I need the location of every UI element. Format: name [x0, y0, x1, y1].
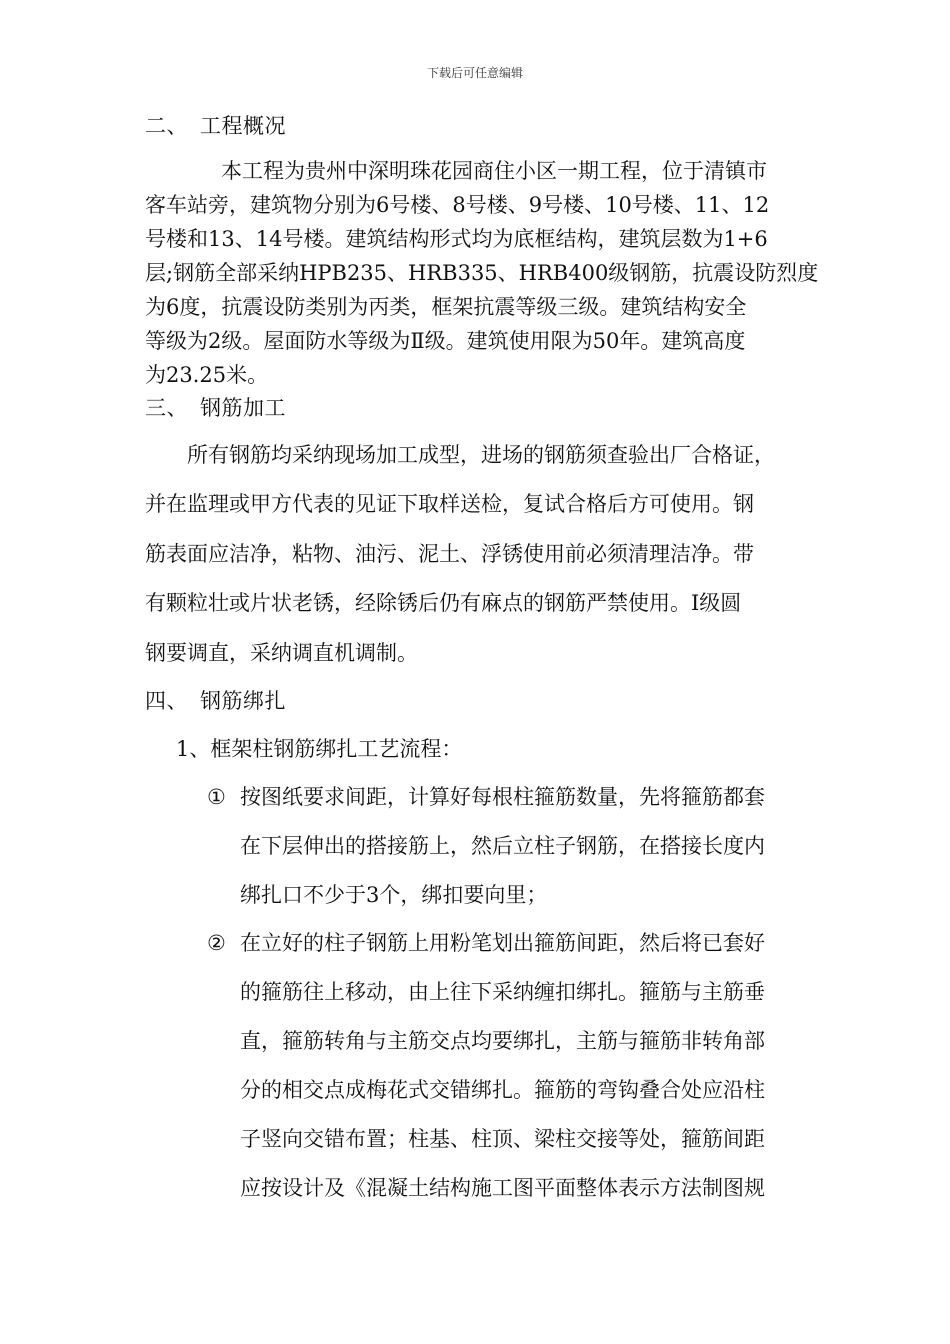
- list-item-line: 在立好的柱子钢筋上用粉笔划出箍筋间距，然后将已套好: [240, 931, 765, 955]
- list-item-line: 在下层伸出的搭接筋上，然后立柱子钢筋，在搭接长度内: [240, 834, 765, 858]
- list-item-line: 直，箍筋转角与主筋交点均要绑扎，主筋与箍筋非转角部: [240, 1029, 765, 1053]
- list-item-line: 子竖向交错布置；柱基、柱顶、梁柱交接等处，箍筋间距: [240, 1127, 765, 1151]
- paragraph-line: 有颗粒壮或片状老锈，经除锈后仍有麻点的钢筋严禁使用。Ⅰ级圆: [145, 591, 742, 615]
- paragraph-line: 筋表面应洁净，粘物、油污、泥土、浮锈使用前必须清理洁净。带: [145, 542, 754, 566]
- section-heading-title: 钢筋加工: [200, 396, 286, 420]
- list-item-line: 应按设计及《混凝土结构施工图平面整体表示方法制图规: [240, 1176, 765, 1200]
- paragraph-line: 钢要调直，采纳调直机调制。: [145, 641, 418, 665]
- section-heading-title: 钢筋绑扎: [200, 689, 286, 713]
- subheading: 1、框架柱钢筋绑扎工艺流程：: [176, 737, 463, 761]
- paragraph-line: 层;钢筋全部采纳HPB235、HRB335、HRB400级钢筋，抗震设防烈度: [145, 261, 819, 285]
- list-item-marker: ①: [207, 785, 226, 809]
- list-item-line: 分的相交点成梅花式交错绑扎。箍筋的弯钩叠合处应沿柱: [240, 1078, 765, 1102]
- section-heading-number: 四、: [145, 689, 188, 713]
- section-heading-number: 三、: [145, 396, 188, 420]
- paragraph-line: 等级为2级。屋面防水等级为Ⅱ级。建筑使用限为50年。建筑高度: [145, 329, 746, 353]
- paragraph-line: 并在监理或甲方代表的见证下取样送检，复试合格后方可使用。钢: [145, 492, 754, 516]
- paragraph-line: 为6度，抗震设防类别为丙类，框架抗震等级三级。建筑结构安全: [145, 295, 747, 319]
- list-item-marker: ②: [207, 931, 226, 955]
- list-item-line: 按图纸要求间距，计算好每根柱箍筋数量，先将箍筋都套: [240, 785, 765, 809]
- list-item-line: 的箍筋往上移动，由上往下采纳缠扣绑扎。箍筋与主筋垂: [240, 980, 765, 1004]
- list-item-line: 绑扎口不少于3个，绑扣要向里；: [240, 883, 548, 907]
- section-heading-number: 二、: [145, 114, 188, 138]
- paragraph-line: 为23.25米。: [145, 363, 269, 387]
- paragraph-line: 本工程为贵州中深明珠花园商住小区一期工程，位于清镇市: [221, 159, 767, 183]
- paragraph-line: 号楼和13、14号楼。建筑结构形式均为底框结构，建筑层数为1+6: [145, 227, 768, 251]
- paragraph-line: 客车站旁，建筑物分别为6号楼、8号楼、9号楼、10号楼、11、12: [145, 193, 770, 217]
- section-heading-title: 工程概况: [200, 114, 286, 138]
- paragraph-line: 所有钢筋均采纳现场加工成型，进场的钢筋须查验出厂合格证，: [187, 443, 775, 467]
- page-header: 下载后可任意编辑: [426, 66, 523, 80]
